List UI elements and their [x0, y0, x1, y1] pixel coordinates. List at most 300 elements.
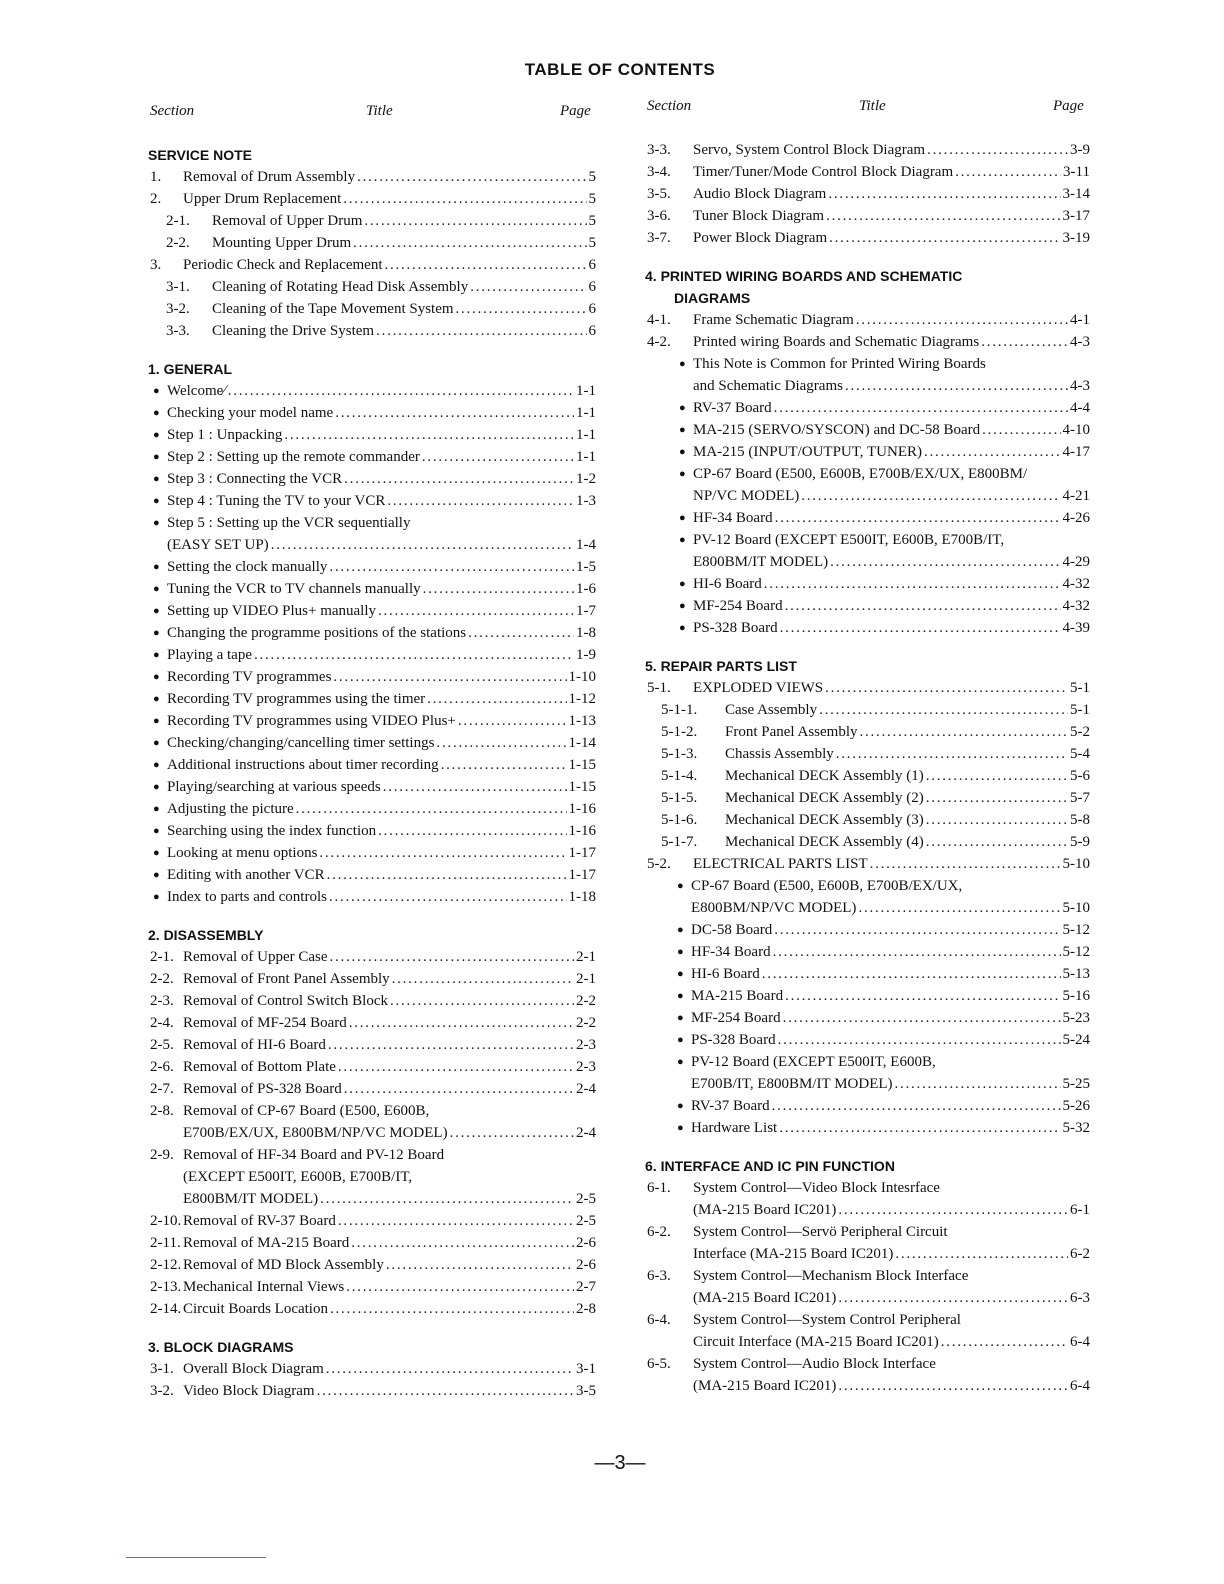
dot-leader: [828, 183, 1060, 205]
dot-leader: [982, 419, 1060, 441]
toc-entry[interactable]: [645, 853, 1090, 875]
toc-entry[interactable]: [148, 946, 596, 968]
entry-title: Removal of HF-34 Board and PV-12 Board: [183, 1147, 445, 1163]
toc-section: [148, 358, 596, 908]
entry-page: 1-3: [576, 493, 596, 509]
toc-entry[interactable]: [148, 254, 596, 276]
entry-page: 2-2: [576, 1015, 596, 1031]
entry-page: 5-1: [1070, 680, 1090, 696]
entry-number: 2-4.: [150, 1015, 174, 1031]
toc-entry[interactable]: [148, 968, 596, 990]
toc-entry[interactable]: [148, 1012, 596, 1034]
entry-title: Removal of Upper Case: [183, 949, 328, 965]
entry-title: CP-67 Board (E500, E600B, E700B/EX/UX,: [691, 878, 963, 894]
toc-entry[interactable]: [148, 1298, 596, 1320]
toc-entry[interactable]: [148, 1210, 596, 1232]
entry-page: 6-3: [1070, 1290, 1090, 1306]
right-column: [645, 95, 1090, 1397]
dot-leader: [955, 161, 1061, 183]
toc-entry[interactable]: [645, 183, 1090, 205]
toc-entry[interactable]: [645, 831, 1090, 853]
toc-entry[interactable]: [645, 919, 1090, 941]
dot-leader: [351, 1232, 574, 1254]
entry-page: 1-18: [568, 889, 596, 905]
entry-page: 2-1: [576, 949, 596, 965]
dot-leader: [870, 853, 1061, 875]
dot-leader: [329, 556, 574, 578]
entry-number: 2-9.: [150, 1147, 174, 1163]
entry-page: 5: [588, 191, 596, 207]
dot-leader: [296, 798, 567, 820]
toc-entry[interactable]: [148, 990, 596, 1012]
toc-entry[interactable]: [645, 419, 1090, 441]
entry-page: 2-5: [576, 1213, 596, 1229]
dot-leader: [819, 699, 1068, 721]
entry-title: Interface (MA-215 Board IC201): [693, 1246, 894, 1262]
bullet-icon: ●: [679, 578, 686, 590]
toc-entry[interactable]: [645, 441, 1090, 463]
entry-number: 2-10.: [150, 1213, 182, 1229]
entry-page: 6-4: [1070, 1378, 1090, 1394]
entry-number: 2-1.: [166, 213, 190, 229]
entry-title: Timer/Tuner/Mode Control Block Diagram: [693, 164, 954, 180]
toc-entry[interactable]: [148, 1276, 596, 1298]
entry-number: 3-5.: [647, 186, 671, 202]
dot-leader: [317, 1380, 574, 1402]
dot-leader: [774, 397, 1068, 419]
section-heading: 6. INTERFACE AND IC PIN FUNCTION: [645, 1158, 895, 1174]
toc-entry[interactable]: [645, 743, 1090, 765]
toc-entry[interactable]: [645, 875, 1090, 919]
entry-title: EXPLODED VIEWS: [693, 680, 824, 696]
entry-page: 1-6: [576, 581, 596, 597]
entry-page: 6: [588, 279, 596, 295]
entry-page: 1-14: [568, 735, 596, 751]
dot-leader: [450, 1122, 574, 1144]
entry-page: 2-2: [576, 993, 596, 1009]
dot-leader: [284, 424, 574, 446]
entry-title: Removal of Control Switch Block: [183, 993, 388, 1009]
toc-entry[interactable]: [645, 1007, 1090, 1029]
entry-page: 5: [588, 169, 596, 185]
entry-page: 6-4: [1070, 1334, 1090, 1350]
entry-title: Mechanical DECK Assembly (2): [725, 790, 924, 806]
entry-page: 5-10: [1062, 856, 1090, 872]
entry-title: Index to parts and controls: [167, 889, 327, 905]
entry-page: 1-13: [568, 713, 596, 729]
entry-title: Checking/changing/cancelling timer settings: [167, 735, 435, 751]
toc-entry[interactable]: [148, 166, 596, 188]
entry-title: Checking your model name: [167, 405, 334, 421]
entry-title: Looking at menu options: [167, 845, 318, 861]
entry-title: This Note is Common for Printed Wiring Boards: [693, 356, 986, 372]
toc-entry[interactable]: [645, 617, 1090, 639]
entry-number: 2-1.: [150, 949, 174, 965]
entry-title: PV-12 Board (EXCEPT E500IT, E600B, E700B/IT,: [693, 532, 1005, 548]
dot-leader: [829, 227, 1060, 249]
bullet-icon: ●: [153, 825, 160, 837]
toc-entry[interactable]: [645, 529, 1090, 573]
toc-entry[interactable]: [148, 446, 596, 468]
toc-entry[interactable]: [148, 188, 596, 210]
title-header: Title: [366, 103, 393, 119]
toc-entry[interactable]: [645, 941, 1090, 963]
entry-title: Setting up VIDEO Plus+ manually: [167, 603, 377, 619]
bullet-icon: ●: [679, 600, 686, 612]
toc-entry[interactable]: [148, 402, 596, 424]
toc-entry[interactable]: [645, 809, 1090, 831]
bullet-icon: ●: [153, 671, 160, 683]
toc-section: [645, 265, 1090, 639]
entry-title: ELECTRICAL PARTS LIST: [693, 856, 868, 872]
toc-entry[interactable]: [645, 397, 1090, 419]
toc-entry[interactable]: [645, 1117, 1090, 1139]
bullet-icon: ●: [153, 429, 160, 441]
entry-page: 2-7: [576, 1279, 596, 1295]
entry-page: 5-1: [1070, 702, 1090, 718]
entry-title: Servo, System Control Block Diagram: [693, 142, 926, 158]
toc-entry[interactable]: [148, 512, 596, 556]
toc-entry[interactable]: [148, 666, 596, 688]
entry-page: 2-3: [576, 1059, 596, 1075]
dot-leader: [378, 820, 566, 842]
toc-section: [645, 1155, 1090, 1397]
dot-leader: [926, 787, 1068, 809]
entry-page: 5: [588, 235, 596, 251]
entry-title: and Schematic Diagrams: [693, 378, 843, 394]
toc-entry[interactable]: [148, 776, 596, 798]
dot-leader: [926, 831, 1068, 853]
toc-entry[interactable]: [148, 1034, 596, 1056]
toc-entry[interactable]: [148, 644, 596, 666]
toc-entry[interactable]: [645, 161, 1090, 183]
dot-leader: [357, 166, 586, 188]
toc-entry[interactable]: [645, 699, 1090, 721]
toc-entry[interactable]: [148, 864, 596, 886]
page-title: TABLE OF CONTENTS: [524, 60, 716, 79]
entry-title: Adjusting the picture: [167, 801, 294, 817]
title-header: Title: [859, 98, 886, 114]
bullet-icon: ●: [153, 693, 160, 705]
entry-number: 4-2.: [647, 334, 671, 350]
entry-title: Mechanical DECK Assembly (3): [725, 812, 924, 828]
dot-leader: [343, 188, 586, 210]
toc-entry[interactable]: [148, 380, 596, 402]
toc-entry[interactable]: [645, 331, 1090, 353]
toc-entry[interactable]: [148, 276, 596, 298]
entry-title: Video Block Diagram: [183, 1383, 315, 1399]
bullet-icon: ●: [153, 737, 160, 749]
entry-title: Searching using the index function: [167, 823, 377, 839]
bullet-icon: ●: [677, 924, 684, 936]
entry-page: 4-26: [1062, 510, 1090, 526]
bullet-icon: ●: [679, 622, 686, 634]
entry-title: Welcome∕: [167, 383, 226, 399]
bullet-icon: ●: [677, 1122, 684, 1134]
entry-number: 6-1.: [647, 1180, 671, 1196]
entry-title: (MA-215 Board IC201): [693, 1290, 837, 1306]
entry-number: 2-2.: [166, 235, 190, 251]
entry-page: 1-5: [576, 559, 596, 575]
entry-page: 5-10: [1062, 900, 1090, 916]
bullet-icon: ●: [153, 869, 160, 881]
entry-title: Removal of MD Block Assembly: [183, 1257, 384, 1273]
entry-title: Setting the clock manually: [167, 559, 328, 575]
entry-title: HI-6 Board: [693, 576, 762, 592]
toc-section: [645, 655, 1090, 1139]
toc-entry[interactable]: [148, 1358, 596, 1380]
toc-entry[interactable]: [148, 232, 596, 254]
dot-leader: [856, 309, 1068, 331]
entry-number: 2.: [150, 191, 162, 207]
entry-page: 3-1: [576, 1361, 596, 1377]
toc-entry[interactable]: [645, 1353, 1090, 1397]
section-header: Section: [647, 98, 692, 114]
dot-leader: [335, 402, 574, 424]
toc-entry[interactable]: [148, 1100, 596, 1144]
entry-title: Mechanical DECK Assembly (1): [725, 768, 924, 784]
page-header: Page: [1053, 98, 1084, 114]
dot-leader: [392, 968, 574, 990]
toc-section: [148, 144, 596, 342]
dot-leader: [386, 1254, 574, 1276]
dot-leader: [330, 946, 574, 968]
entry-page: 2-6: [576, 1235, 596, 1251]
toc-entry[interactable]: [148, 556, 596, 578]
entry-number: 3-4.: [647, 164, 671, 180]
toc-entry[interactable]: [148, 798, 596, 820]
toc-section: [148, 924, 596, 1320]
bullet-icon: ●: [153, 891, 160, 903]
entry-number: 5-1.: [647, 680, 671, 696]
toc-entry[interactable]: [645, 1051, 1090, 1095]
entry-number: 5-1-2.: [661, 724, 698, 740]
entry-number: 3-1.: [150, 1361, 174, 1377]
entry-page: 2-1: [576, 971, 596, 987]
entry-page: 1-4: [576, 537, 596, 553]
dot-leader: [349, 1012, 574, 1034]
bullet-icon: ●: [153, 605, 160, 617]
bullet-icon: ●: [153, 847, 160, 859]
entry-title: Case Assembly: [725, 702, 818, 718]
entry-page: 6: [588, 323, 596, 339]
entry-title: Removal of Drum Assembly: [183, 169, 356, 185]
bullet-icon: ●: [679, 534, 686, 546]
entry-title: Circuit Interface (MA-215 Board IC201): [693, 1334, 939, 1350]
toc-entry[interactable]: [645, 1029, 1090, 1051]
toc-entry[interactable]: [645, 721, 1090, 743]
dot-leader: [780, 617, 1061, 639]
toc-entry[interactable]: [148, 754, 596, 776]
dot-leader: [858, 897, 1060, 919]
entry-title: Cleaning of Rotating Head Disk Assembly: [212, 279, 469, 295]
left-column: [148, 100, 596, 1402]
entry-title: E700B/IT, E800BM/IT MODEL): [691, 1076, 893, 1092]
dot-leader: [458, 710, 567, 732]
entry-page: 1-9: [576, 647, 596, 663]
entry-title: Removal of CP-67 Board (E500, E600B,: [183, 1103, 430, 1119]
entry-page: 4-32: [1062, 576, 1090, 592]
toc-entry[interactable]: [645, 227, 1090, 249]
entry-number: 2-5.: [150, 1037, 174, 1053]
toc-entry[interactable]: [645, 985, 1090, 1007]
toc-entry[interactable]: [148, 210, 596, 232]
entry-page: 4-3: [1070, 378, 1090, 394]
toc-entry[interactable]: [645, 573, 1090, 595]
toc-entry[interactable]: [148, 1380, 596, 1402]
entry-page: 4-3: [1070, 334, 1090, 350]
entry-title: Circuit Boards Location: [183, 1301, 328, 1317]
entry-number: 2-2.: [150, 971, 174, 987]
toc-entry[interactable]: [148, 622, 596, 644]
dot-leader: [764, 573, 1061, 595]
toc-entry[interactable]: [645, 787, 1090, 809]
dot-leader: [271, 534, 574, 556]
dot-leader: [826, 205, 1060, 227]
dot-leader: [378, 600, 574, 622]
entry-page: 1-1: [576, 383, 596, 399]
toc-entry[interactable]: [148, 1254, 596, 1276]
toc-entry[interactable]: [148, 578, 596, 600]
dot-leader: [441, 754, 567, 776]
entry-page: 2-6: [576, 1257, 596, 1273]
entry-number: 5-1-1.: [661, 702, 698, 718]
entry-title: System Control—Mechanism Block Interface: [693, 1268, 969, 1284]
entry-title: Cleaning the Drive System: [212, 323, 375, 339]
toc-entry[interactable]: [148, 886, 596, 908]
entry-number: 2-7.: [150, 1081, 174, 1097]
toc-entry[interactable]: [148, 1232, 596, 1254]
toc-entry[interactable]: [148, 732, 596, 754]
toc-entry[interactable]: [148, 1078, 596, 1100]
toc-entry[interactable]: [645, 139, 1090, 161]
toc-entry[interactable]: [645, 765, 1090, 787]
toc-entry[interactable]: [645, 1309, 1090, 1353]
entry-page: 5-8: [1070, 812, 1090, 828]
entry-page: 3-9: [1070, 142, 1090, 158]
dot-leader: [785, 985, 1060, 1007]
entry-title: E800BM/IT MODEL): [183, 1191, 319, 1207]
dot-leader: [838, 1375, 1068, 1397]
entry-title: HF-34 Board: [693, 510, 773, 526]
entry-title: RV-37 Board: [693, 400, 772, 416]
toc-entry[interactable]: [645, 1177, 1090, 1221]
toc-entry[interactable]: [148, 710, 596, 732]
bullet-icon: ●: [153, 473, 160, 485]
toc-entry[interactable]: [148, 688, 596, 710]
entry-number: 6-3.: [647, 1268, 671, 1284]
toc-entry[interactable]: [148, 298, 596, 320]
toc-entry[interactable]: [645, 1095, 1090, 1117]
entry-page: 3-17: [1062, 208, 1090, 224]
dot-leader: [470, 276, 586, 298]
entry-number: 6-5.: [647, 1356, 671, 1372]
dot-leader: [456, 298, 587, 320]
toc-entry[interactable]: [645, 595, 1090, 617]
toc-entry[interactable]: [645, 353, 1090, 397]
toc-entry[interactable]: [148, 1056, 596, 1078]
column-headers: [645, 95, 1090, 125]
toc-entry[interactable]: [645, 677, 1090, 699]
dot-leader: [387, 490, 574, 512]
toc-entry[interactable]: [645, 963, 1090, 985]
entry-title: System Control—System Control Peripheral: [693, 1312, 961, 1328]
entry-title: Additional instructions about timer recording: [167, 757, 439, 773]
entry-page: 2-4: [576, 1125, 596, 1141]
dot-leader: [346, 1276, 574, 1298]
toc-entry[interactable]: [148, 842, 596, 864]
entry-page: 2-3: [576, 1037, 596, 1053]
entry-title: Removal of Front Panel Assembly: [183, 971, 390, 987]
bullet-icon: ●: [677, 968, 684, 980]
entry-page: 1-1: [576, 427, 596, 443]
entry-page: 3-11: [1063, 164, 1090, 180]
dot-leader: [836, 743, 1068, 765]
toc-entry[interactable]: [148, 600, 596, 622]
toc-entry[interactable]: [148, 1144, 596, 1210]
bullet-icon: ●: [153, 781, 160, 793]
entry-title: Upper Drum Replacement: [183, 191, 342, 207]
toc-entry[interactable]: [645, 1265, 1090, 1309]
bullet-icon: ●: [153, 407, 160, 419]
entry-title: E800BM/IT MODEL): [693, 554, 829, 570]
dot-leader: [779, 1117, 1060, 1139]
entry-title: Overall Block Diagram: [183, 1361, 324, 1377]
entry-page: 4-1: [1070, 312, 1090, 328]
entry-page: 6-2: [1070, 1246, 1090, 1262]
entry-title: Recording TV programmes: [167, 669, 332, 685]
dot-leader: [344, 468, 574, 490]
toc-entry[interactable]: [148, 468, 596, 490]
bullet-icon: ●: [153, 759, 160, 771]
toc-entry[interactable]: [645, 205, 1090, 227]
entry-title: Removal of RV-37 Board: [183, 1213, 336, 1229]
entry-number: 6-2.: [647, 1224, 671, 1240]
toc-entry[interactable]: [148, 820, 596, 842]
dot-leader: [895, 1073, 1061, 1095]
toc-entry[interactable]: [645, 507, 1090, 529]
entry-page: 5-16: [1062, 988, 1090, 1004]
entry-title: MF-254 Board: [693, 598, 783, 614]
dot-leader: [773, 941, 1061, 963]
column-headers: [148, 100, 596, 130]
entry-title: HF-34 Board: [691, 944, 771, 960]
entry-page: 1-15: [568, 757, 596, 773]
dot-leader: [338, 1056, 574, 1078]
bullet-icon: ●: [679, 424, 686, 436]
toc-entry[interactable]: [148, 320, 596, 342]
toc-entry[interactable]: [645, 1221, 1090, 1265]
entry-title: (EXCEPT E500IT, E600B, E700B/IT,: [183, 1169, 413, 1185]
entry-page: 1-15: [568, 779, 596, 795]
entry-number: 2-14.: [150, 1301, 182, 1317]
toc-entry[interactable]: [148, 490, 596, 512]
toc-entry[interactable]: [645, 309, 1090, 331]
entry-page: 5-25: [1062, 1076, 1090, 1092]
entry-page: 2-4: [576, 1081, 596, 1097]
entry-number: 2-12.: [150, 1257, 182, 1273]
entry-page: 4-17: [1062, 444, 1090, 460]
dot-leader: [385, 254, 587, 276]
toc-entry[interactable]: [148, 424, 596, 446]
toc-entry[interactable]: [645, 463, 1090, 507]
entry-number: 3-3.: [166, 323, 190, 339]
dot-leader: [422, 446, 574, 468]
bullet-icon: ●: [153, 627, 160, 639]
dot-leader: [830, 551, 1060, 573]
entry-title: Removal of Upper Drum: [212, 213, 363, 229]
entry-page: 2-8: [576, 1301, 596, 1317]
